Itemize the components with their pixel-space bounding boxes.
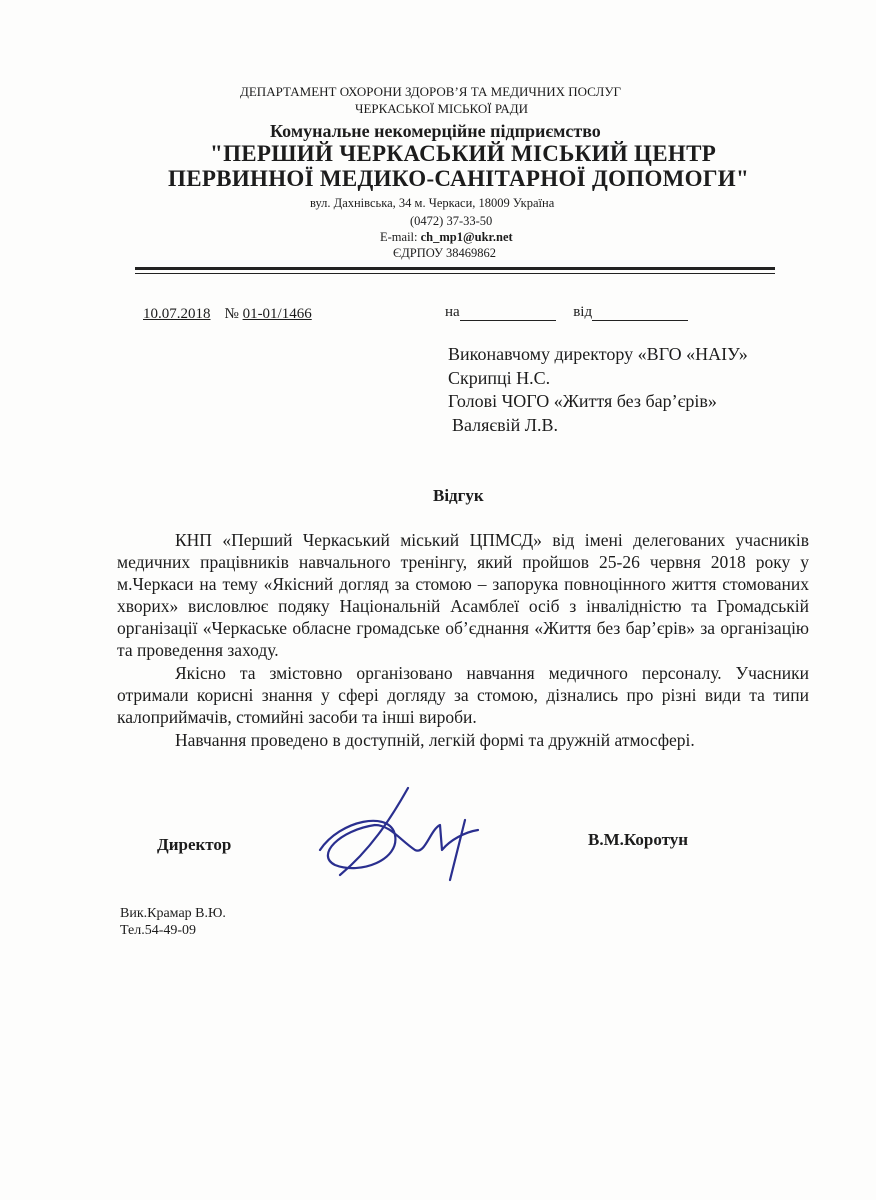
body-paragraph-1: КНП «Перший Черкаський міський ЦПМСД» від імені делегованих учасників медичних працівників навчального тренінгу, який пройшов 25-26 червня 2018 року у м.Черкаси на тему «Якісний догляд за стомою – запорука повноцінного життя стомованих хворих» висловлює подяку Національній Асамблеї осіб з інвалідністю та Громадській організації «Черкаське обласне громадське об’єднання «Життя без бар’єрів» за організацію та проведення заходу. bbox=[117, 530, 809, 660]
organization-address: вул. Дахнівська, 34 м. Черкаси, 18009 Україна bbox=[310, 196, 555, 210]
executor-name: Вик.Крамар В.Ю. bbox=[120, 906, 226, 921]
department-line-2: ЧЕРКАСЬКОЇ МІСЬКОЇ РАДИ bbox=[355, 101, 529, 116]
organization-email: ch_mp1@ukr.net bbox=[420, 230, 513, 244]
reference-from-label: від bbox=[573, 304, 593, 320]
body-paragraph-3: Навчання проведено в доступній, легкій формі та дружній атмосфері. bbox=[175, 730, 695, 750]
registration-line bbox=[143, 306, 312, 323]
organization-name-line-2: ПЕРВИННОЇ МЕДИКО-САНІТАРНОЇ ДОПОМОГИ" bbox=[168, 166, 750, 191]
header-divider-thin bbox=[135, 273, 775, 274]
registration-number: 01-01/1466 bbox=[242, 306, 312, 322]
organization-edrpou: ЄДРПОУ 38469862 bbox=[393, 246, 497, 260]
reference-line bbox=[445, 304, 688, 321]
organization-name-line-1: "ПЕРШИЙ ЧЕРКАСЬКИЙ МІСЬКИЙ ЦЕНТР bbox=[210, 141, 717, 166]
department-line-1: ДЕПАРТАМЕНТ ОХОРОНИ ЗДОРОВ’Я ТА МЕДИЧНИХ ПОСЛУГ bbox=[240, 84, 622, 99]
body-paragraph-2: Якісно та змістовно організовано навчання медичного персоналу. Учасники отримали корисні знання у сфері догляду за стомою, дізнались про різні види та типи калоприймачів, стомийні засоби та інші вироби. bbox=[117, 663, 809, 727]
signatory-position: Директор bbox=[157, 835, 232, 854]
addressee-line-4: Валяєвій Л.В. bbox=[452, 415, 558, 435]
handwritten-signature bbox=[300, 780, 500, 890]
reference-from-blank bbox=[592, 306, 688, 321]
signatory-name: В.М.Коротун bbox=[588, 830, 689, 849]
organization-kind: Комунальне некомерційне підприємство bbox=[270, 121, 601, 141]
organization-email-line bbox=[380, 230, 513, 245]
registration-date: 10.07.2018 bbox=[143, 306, 211, 322]
reference-on-label: на bbox=[445, 304, 460, 320]
organization-phone: (0472) 37-33-50 bbox=[410, 214, 493, 228]
header-divider-thick bbox=[135, 267, 775, 270]
body-text bbox=[117, 529, 809, 751]
document-title: Відгук bbox=[433, 486, 484, 505]
addressee-line-3: Голові ЧОГО «Життя без бар’єрів» bbox=[448, 391, 717, 411]
email-label: E-mail: bbox=[380, 230, 421, 244]
reference-on-blank bbox=[460, 306, 556, 321]
registration-number-sign: № bbox=[224, 306, 239, 322]
addressee-line-2: Скрипці Н.С. bbox=[448, 368, 551, 388]
executor-phone: Тел.54-49-09 bbox=[120, 923, 197, 938]
addressee-line-1: Виконавчому директору «ВГО «НАІУ» bbox=[448, 344, 748, 364]
